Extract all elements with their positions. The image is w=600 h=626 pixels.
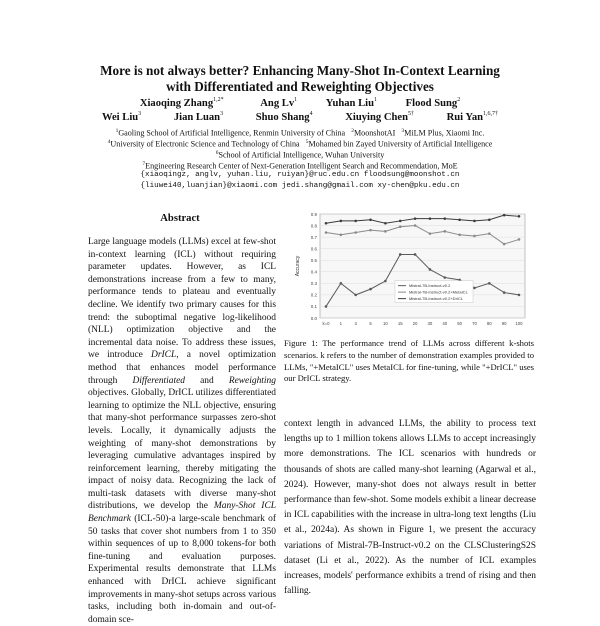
data-point [518,294,521,297]
y-tick-label: 0.9 [310,211,317,217]
data-point [384,222,387,225]
author: Wei Liu$^3$ [101,111,142,123]
affiliation-line-4: $^7$Engineering Research Center of Next-Generation Intelligent Search and Recommendation, MoE [142,161,458,171]
data-point [325,222,328,225]
data-point [518,215,521,218]
data-point [369,218,372,221]
y-tick-label: 0.7 [310,234,317,240]
author: Yuhan Liu$^1$ [325,97,377,109]
data-point [443,230,446,233]
y-tick-label: 0.4 [310,269,317,275]
author: Jian Luan$^3$ [173,111,224,123]
data-point [458,218,461,221]
y-tick-label: 0.2 [310,292,317,298]
data-point [399,253,402,256]
x-tick-label: k=0 [322,321,330,326]
author: Shuo Shang$^4$ [255,111,313,123]
data-point [443,276,446,279]
data-point [429,232,432,235]
data-point [369,288,372,291]
data-point [488,282,491,285]
affiliation-line-3: $^6$School of Artificial Intelligence, Wuhan University [215,150,385,160]
abstract-heading: Abstract [160,213,200,224]
data-point [340,282,343,285]
x-tick-label: 15 [397,321,403,326]
data-point [518,238,521,241]
x-tick-label: 10 [382,321,388,326]
author: Xiaoqing Zhang$^{1,2*}$ [139,97,224,109]
data-point [443,217,446,220]
author: Ang Lv$^1$ [260,97,298,109]
legend-label: Mistral-7B-Instruct-v0.2 [409,283,451,289]
data-point [325,231,328,234]
data-point [503,214,506,217]
data-point [488,218,491,221]
email-line-1: {xiaoqingz, anglv, yuhan.liu, ruiyan}@ruc.edu.cn floodsung@moonshot.cn [140,171,460,179]
y-tick-label: 0.1 [310,304,317,310]
x-tick-label: 1 [339,321,343,326]
x-tick-label: 5 [369,321,372,326]
paper-title [30,63,570,95]
x-tick-label: 90 [501,321,507,326]
author-row-2 [30,111,570,123]
data-point [473,287,476,290]
email-line-2: {liuwei40,luanjian}@xiaomi.com jedi.shang@gmail.com xy-chen@pku.edu.cn [140,182,460,190]
data-point [384,230,387,233]
y-tick-label: 0.6 [310,246,317,252]
figure-caption: Figure 1: The performance trend of LLMs across different k-shots scenarios. k refers to the number of demonstration examples provided to LLMs, "+MetaICL" uses MetaICL for fine-tuning, while "+DrICL" uses our DrICL strategy. [284,338,534,384]
author-row-1 [30,97,570,109]
author: Xiuying Chen$^{5\dagger}$ [345,111,414,123]
x-tick-label: 100 [515,321,523,326]
data-point [325,305,328,308]
legend-label: Mistral-7B-Instruct-v0.2+MetaICL [409,289,468,295]
title-line-1: More is not always better? Enhancing Many-Shot In-Context Learning [100,63,500,78]
data-point [340,234,343,237]
x-tick-label: 3 [354,321,357,326]
data-point [429,217,432,220]
title-line-2: with Differentiated and Reweighting Objectives [166,79,434,94]
affiliation-line-1: $^1$Gaoling School of Artificial Intelligence, Renmin University of China $^2$MoonshotAI $^3$MiLM Plus, Xiaomi Inc. [115,128,485,138]
data-point [488,232,491,235]
data-point [503,291,506,294]
y-tick-label: 0.8 [310,223,317,229]
data-point [399,225,402,228]
data-point [414,224,417,227]
data-point [503,243,506,246]
y-tick-label: 0.3 [310,281,317,287]
abstract-body: Large language models (LLMs) excel at few-shot in-context learning (ICL) without requiring parameter updates. However, as ICL demonstrations increase from a few to many, performance tends to plateau and eventually decline. We identify two primary causes for this trend: the suboptimal negative log-likelihood (NLL) optimization objective and the incremental data noise. To address these issues, we introduce DrICL, a novel optimization method that enhances model performance through Differentiated and Reweighting objectives. Globally, DrICL utilizes differentiated learning to optimize the NLL objective, ensuring that many-shot performance surpasses zero-shot levels. Locally, it dynamically adjusts the weighting of many-shot demonstrations by leveraging cumulative advantages inspired by reinforcement learning, thereby mitigating the impact of noisy data. Recognizing the lack of multi-task datasets with diverse many-shot distributions, we develop the Many-Shot ICL Benchmark (ICL-50)-a large-scale benchmark of 50 tasks that cover shot numbers from 1 to 350 within sequences of up to 8,000 tokens-for both fine-tuning and evaluation purposes. Experimental results demonstrate that LLMs enhanced with DrICL achieve significant improvements in many-shot setups across various tasks, including both in-domain and out-of-domain sce- [88,237,276,625]
data-point [473,235,476,238]
data-point [414,253,417,256]
data-point [354,231,357,234]
y-axis-label: Accuracy [295,255,301,277]
x-tick-label: 80 [486,321,492,326]
legend-label: Mistral-7B-Instruct-v0.2+DrICL [409,296,464,302]
data-point [354,294,357,297]
data-point [399,220,402,223]
y-tick-label: 0.5 [310,258,317,264]
x-tick-label: 20 [412,321,418,326]
x-tick-label: 30 [427,321,433,326]
data-point [458,234,461,237]
affiliation-line-2: $^4$University of Electronic Science and Technology of China $^5$Mohamed bin Zayed University of Artificial Intelligence [107,139,493,149]
data-point [473,220,476,223]
data-point [414,217,417,220]
x-tick-label: 70 [472,321,477,326]
x-tick-label: 40 [442,321,448,326]
body-text-right: context length in advanced LLMs, the ability to process text lengths up to 1 million tokens allows LLMs to accept increasingly more demonstrations. The ICL scenarios with hundreds or thousands of shots are called many-shot learning (Agarwal et al., 2024). However, many-shot does not always result in better performance than few-shot. Some models exhibit a linear decrease in ICL capabilities with the increase in ultra-long text lengths (Liu et al., 2024a). As shown in Figure 1, we present the accuracy variations of Mistral-7B-Instruct-v0.2 on the CLSClusteringS2S dataset (Li et al., 2022). As the number of ICL examples increases, models' performance exhibits a trend of rising and then falling. [284,419,536,597]
author: Rui Yan$^{1,6,7\dagger}$ [446,111,499,123]
data-point [369,229,372,232]
data-point [384,280,387,283]
x-tick-label: 50 [457,321,463,326]
data-point [340,220,343,223]
author: Flood Sung$^2$ [405,97,461,109]
data-point [429,268,432,271]
data-point [354,220,357,223]
performance-chart [290,208,530,328]
y-tick-label: 0.0 [310,315,317,321]
